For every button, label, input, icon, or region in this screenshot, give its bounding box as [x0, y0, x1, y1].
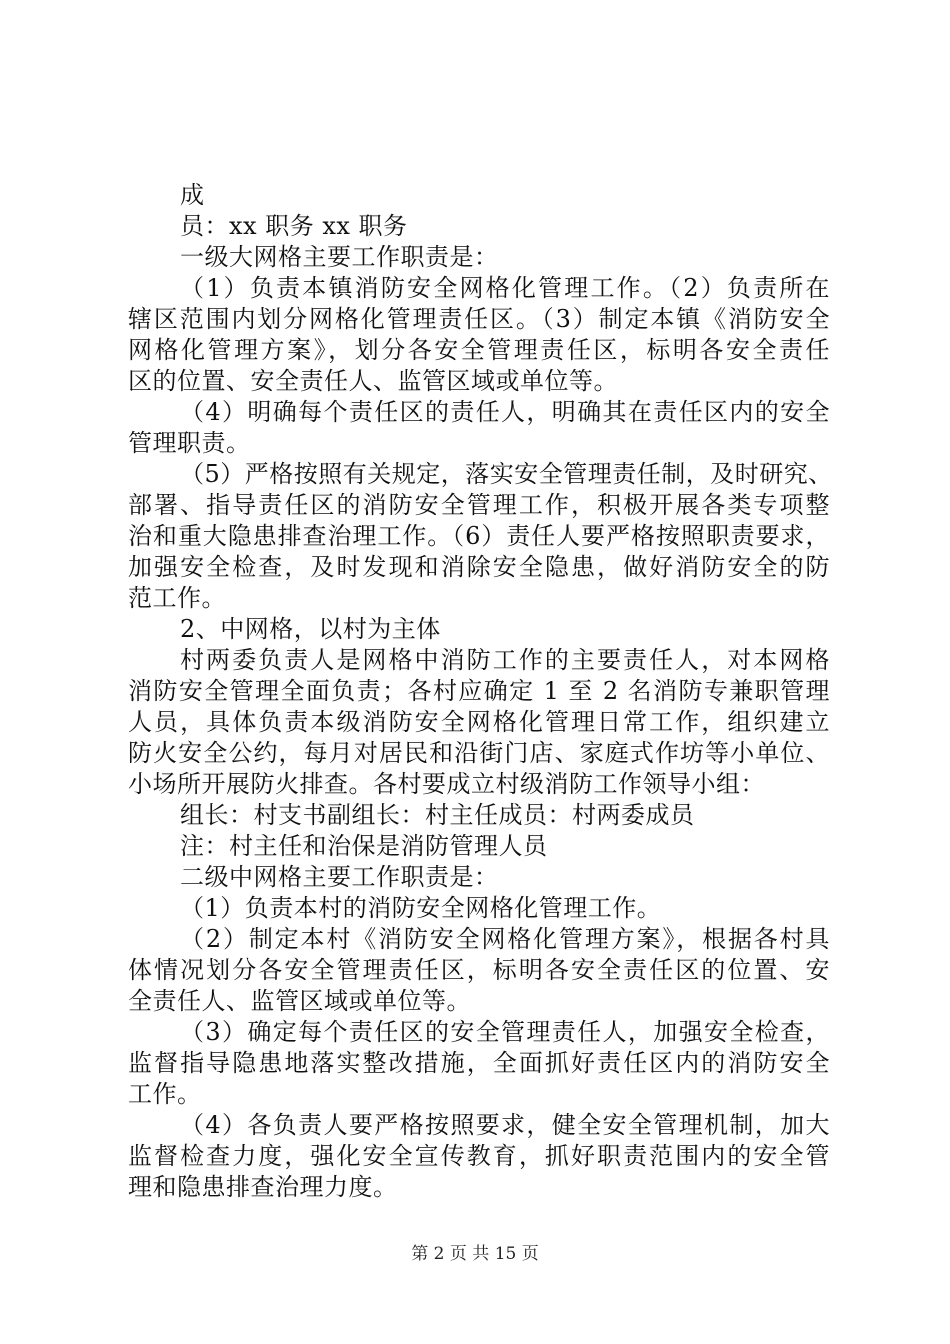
text-line: 监督检查力度，强化安全宣传教育，抓好职责范围内的安全管: [128, 1142, 830, 1170]
text-line: 人员，具体负责本级消防安全网格化管理日常工作，组织建立: [128, 708, 830, 736]
section-heading: 2、中网格，以村为主体: [180, 615, 441, 643]
text-line: 体情况划分各安全管理责任区，标明各安全责任区的位置、安: [128, 956, 830, 984]
text-line: （1）负责本村的消防安全网格化管理工作。: [180, 894, 662, 922]
text-line: 监督指导隐患地落实整改措施，全面抓好责任区内的消防安全: [128, 1049, 830, 1077]
text-line: 成: [180, 181, 205, 209]
text-line: 组长：村支书副组长：村主任成员：村两委成员: [180, 801, 695, 829]
text-line: （5）严格按照有关规定，落实安全管理责任制，及时研究、: [180, 460, 833, 488]
text-line: （4）明确每个责任区的责任人，明确其在责任区内的安全: [180, 398, 830, 426]
text-line: （2）制定本村《消防安全网格化管理方案》，根据各村具: [180, 925, 830, 953]
text-line: （4）各负责人要严格按照要求，健全安全管理机制，加大: [180, 1111, 830, 1139]
text-line: （3）确定每个责任区的安全管理责任人，加强安全检查，: [180, 1018, 830, 1046]
text-line: 理和隐患排查治理力度。: [128, 1173, 398, 1201]
text-line: 辖区范围内划分网格化管理责任区。（3）制定本镇《消防安全: [128, 305, 830, 333]
text-line: 消防安全管理全面负责；各村应确定 1 至 2 名消防专兼职管理: [128, 677, 830, 705]
text-line: 防火安全公约，每月对居民和沿街门店、家庭式作坊等小单位、: [128, 739, 830, 767]
text-line: 二级中网格主要工作职责是：: [180, 863, 499, 891]
text-line: 部署、指导责任区的消防安全管理工作，积极开展各类专项整: [128, 491, 830, 519]
text-line: 网格化管理方案》，划分各安全管理责任区，标明各安全责任: [128, 336, 830, 364]
text-line: 村两委负责人是网格中消防工作的主要责任人，对本网格: [180, 646, 830, 674]
text-line: 员：xx 职务 xx 职务: [180, 212, 408, 240]
text-line: 治和重大隐患排查治理工作。（6）责任人要严格按照职责要求，: [128, 522, 830, 550]
text-line: 区的位置、安全责任人、监管区域或单位等。: [128, 367, 618, 395]
text-line: 全责任人、监管区域或单位等。: [128, 987, 471, 1015]
text-line: （1）负责本镇消防安全网格化管理工作。（2）负责所在: [180, 274, 830, 302]
text-line: 范工作。: [128, 584, 226, 612]
text-line: 工作。: [128, 1080, 202, 1108]
text-line: 加强安全检查，及时发现和消除安全隐患，做好消防安全的防: [128, 553, 830, 581]
page-footer: 第 2 页 共 15 页: [411, 1244, 539, 1264]
text-line: 小场所开展防火排查。各村要成立村级消防工作领导小组：: [128, 770, 765, 798]
text-line: 管理职责。: [128, 429, 251, 457]
text-line: 一级大网格主要工作职责是：: [180, 243, 499, 271]
text-line: 注：村主任和治保是消防管理人员: [180, 832, 548, 860]
